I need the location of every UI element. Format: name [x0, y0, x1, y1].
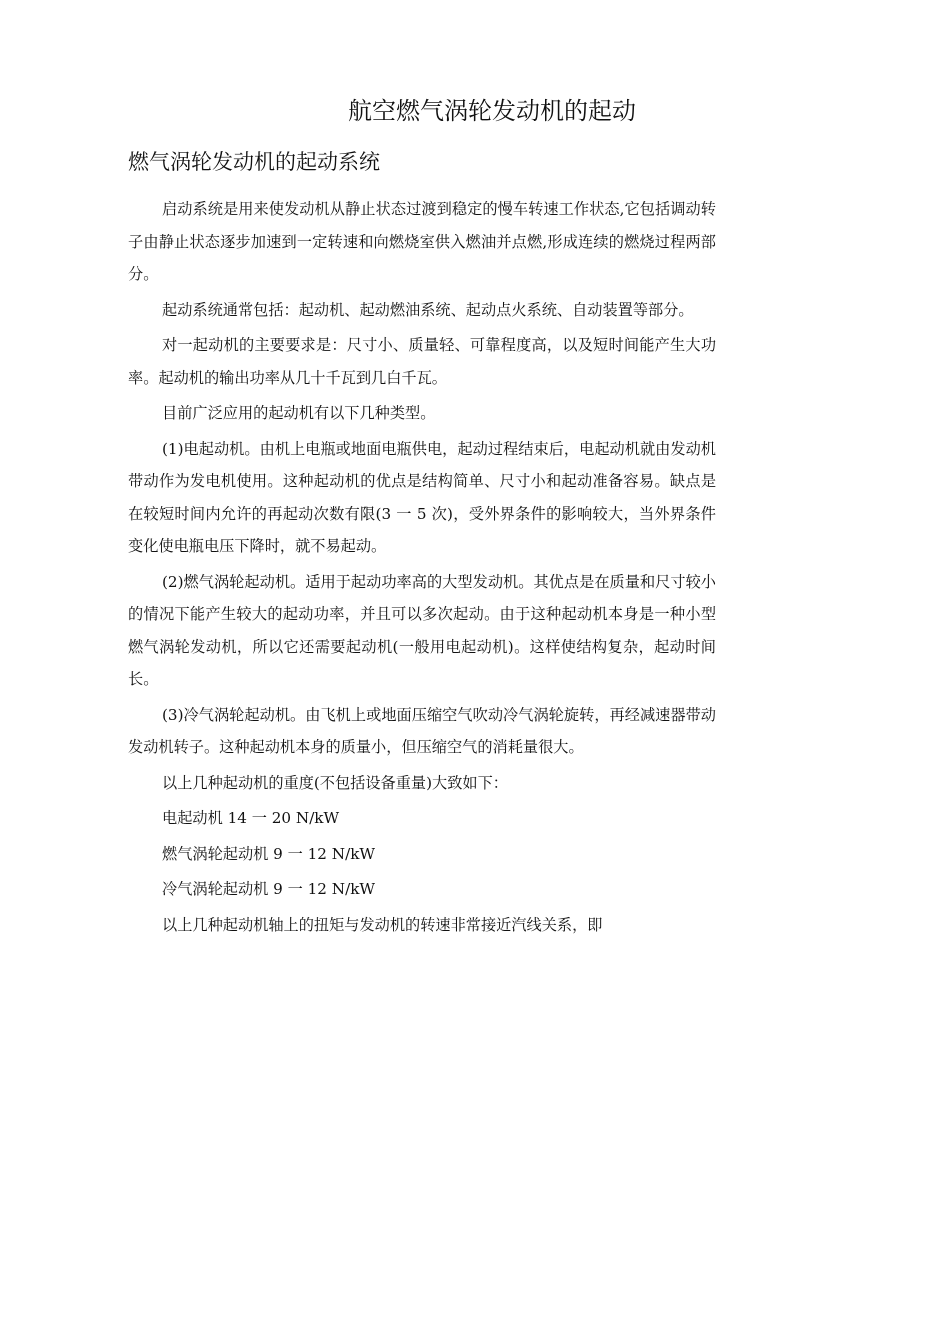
paragraph-air-turbine-starter: (3)冷气涡轮起动机。由飞机上或地面压缩空气吹动冷气涡轮旋转，再经减速器带动发动机转子。这种起动机本身的质量小，但压缩空气的消耗量很大。	[128, 705, 716, 756]
paragraph-electric-starter: (1)电起动机。由机上电瓶或地面电瓶供电，起动过程结束后，电起动机就由发动机带动作为发电机使用。这种起动机的优点是结构简单、尺寸小和起动准备容易。缺点是在较短时间内允许的再起动次数有限(3 一 5 次)，受外界条件的影响较大，当外界条件变化使电瓶电压下降时，就不易起动。	[128, 439, 716, 555]
paragraph-weight-intro: 以上几种起动机的重度(不包括设备重量)大致如下：	[162, 773, 508, 792]
paragraph-weight-air-turbine: 冷气涡轮起动机 9 一 12 N/kW	[162, 880, 376, 898]
paragraph-types-intro: 目前广泛应用的起动机有以下几种类型。	[162, 404, 436, 422]
paragraph-intro: 启动系统是用来使发动机从静止状态过渡到稳定的慢车转速工作状态,它包括调动转子由静止状态逐步加速到一定转速和向燃烧室供入燃油并点燃,形成连续的燃烧过程两部分。	[128, 200, 716, 283]
paragraph-components: 起动系统通常包括：起动机、起动燃油系统、起动点火系统、自动装置等部分。	[162, 300, 694, 319]
paragraph-gas-turbine-starter: (2)燃气涡轮起动机。适用于起动功率高的大型发动机。其优点是在质量和尺寸较小的情况下能产生较大的起动功率，并且可以多次起动。由于这种起动机本身是一种小型燃气涡轮发动机，所以它还需要起动机(一般用电起动机)。这样使结构复杂，起动时间长。	[128, 572, 716, 688]
paragraph-weight-electric: 电起动机 14 一 20 N/kW	[162, 809, 340, 827]
document-title: 航空燃气涡轮发动机的起动	[348, 97, 636, 125]
document-body	[128, 193, 716, 944]
paragraph-weight-gas-turbine: 燃气涡轮起动机 9 一 12 N/kW	[162, 844, 376, 863]
section-title: 燃气涡轮发动机的起动系统	[128, 150, 380, 174]
paragraph-torque: 以上几种起动机轴上的扭矩与发动机的转速非常接近汽线关系，即	[162, 915, 603, 934]
paragraph-requirements: 对一起动机的主要要求是：尺寸小、质量轻、可靠程度高，以及短时间能产生大功率。起动机的输出功率从几十千瓦到几白千瓦。	[128, 336, 716, 387]
